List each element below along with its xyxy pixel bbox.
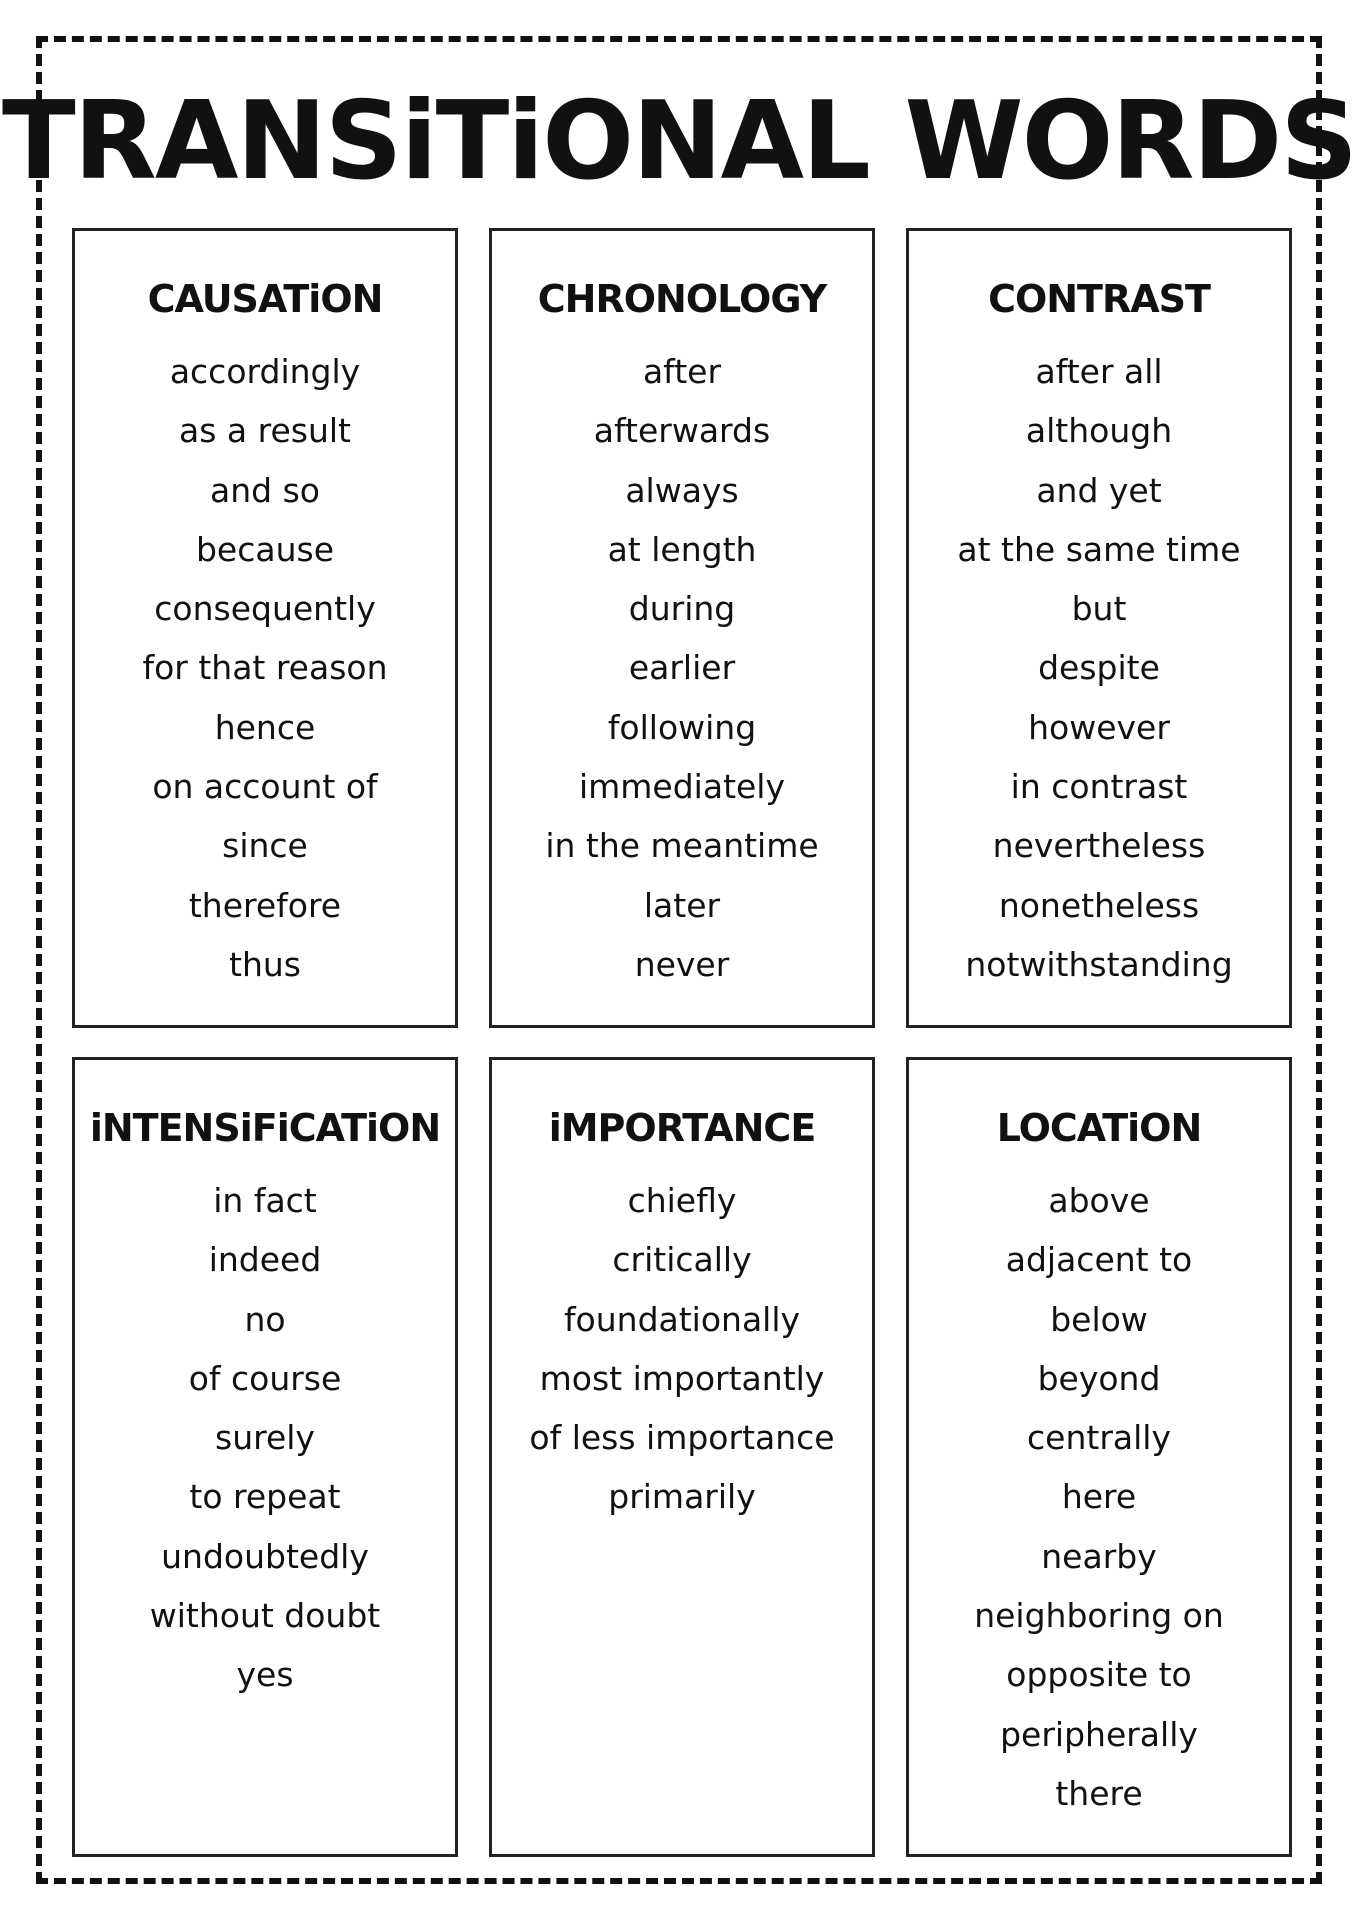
word-item: centrally bbox=[1027, 1418, 1171, 1458]
category-box-causation bbox=[72, 228, 458, 1028]
word-item: although bbox=[1025, 411, 1173, 451]
category-box-intensification bbox=[72, 1057, 458, 1857]
word-item: neighboring on bbox=[974, 1596, 1224, 1636]
word-item: on account of bbox=[152, 767, 378, 807]
word-item: no bbox=[244, 1299, 286, 1339]
word-list bbox=[909, 342, 1289, 994]
word-item: adjacent to bbox=[1005, 1240, 1193, 1280]
category-box-importance bbox=[489, 1057, 875, 1857]
word-item: and yet bbox=[1036, 470, 1162, 510]
word-list bbox=[492, 342, 872, 994]
category-heading: iNTENSiFiCATiON bbox=[89, 1106, 441, 1150]
word-item: after bbox=[642, 352, 722, 391]
word-item: after all bbox=[1035, 352, 1163, 391]
word-item: therefore bbox=[188, 885, 342, 925]
word-item: consequently bbox=[154, 589, 376, 629]
word-item: notwithstanding bbox=[965, 944, 1233, 984]
category-box-chronology bbox=[489, 228, 875, 1028]
word-item: chiefly bbox=[627, 1181, 737, 1220]
word-item: because bbox=[195, 529, 335, 569]
word-item: afterwards bbox=[593, 411, 771, 451]
word-item: always bbox=[625, 470, 739, 510]
word-item: earlier bbox=[628, 648, 736, 688]
word-item: but bbox=[1071, 589, 1127, 629]
word-item: opposite to bbox=[1006, 1655, 1192, 1695]
word-item: thus bbox=[229, 944, 301, 984]
word-item: in contrast bbox=[1010, 767, 1188, 807]
word-item: later bbox=[643, 885, 721, 925]
word-item: foundationally bbox=[563, 1299, 801, 1339]
word-item: for that reason bbox=[142, 648, 388, 688]
word-item: surely bbox=[215, 1418, 315, 1458]
word-item: peripherally bbox=[1000, 1714, 1198, 1754]
word-item: however bbox=[1028, 707, 1170, 747]
word-item: nevertheless bbox=[992, 826, 1206, 866]
word-item: never bbox=[634, 944, 730, 984]
word-item: critically bbox=[612, 1240, 752, 1280]
word-item: most importantly bbox=[539, 1358, 825, 1398]
word-item: at length bbox=[607, 529, 757, 569]
category-box-location bbox=[906, 1057, 1292, 1857]
word-item: of course bbox=[188, 1358, 342, 1398]
word-list bbox=[909, 1171, 1289, 1823]
word-item: here bbox=[1061, 1477, 1137, 1517]
word-item: to repeat bbox=[189, 1477, 341, 1517]
word-list bbox=[75, 1171, 455, 1705]
category-heading: LOCATiON bbox=[996, 1106, 1202, 1150]
word-item: in fact bbox=[213, 1181, 317, 1220]
word-list bbox=[75, 342, 455, 994]
word-item: since bbox=[222, 826, 308, 866]
word-item: indeed bbox=[208, 1240, 322, 1280]
word-item: hence bbox=[214, 707, 316, 747]
word-item: above bbox=[1048, 1181, 1150, 1220]
word-item: immediately bbox=[578, 767, 786, 807]
word-item: without doubt bbox=[149, 1596, 381, 1636]
word-item: nearby bbox=[1041, 1536, 1157, 1576]
word-item: accordingly bbox=[169, 352, 361, 391]
category-heading: CAUSATiON bbox=[147, 277, 383, 321]
word-item: of less importance bbox=[529, 1418, 835, 1458]
category-box-contrast bbox=[906, 228, 1292, 1028]
word-item: undoubtedly bbox=[161, 1536, 369, 1576]
word-item: during bbox=[628, 589, 736, 629]
word-item: beyond bbox=[1037, 1358, 1161, 1398]
word-item: in the meantime bbox=[545, 826, 819, 866]
word-item: as a result bbox=[179, 411, 351, 451]
word-item: there bbox=[1055, 1773, 1143, 1813]
category-heading: iMPORTANCE bbox=[548, 1106, 816, 1150]
category-heading: CONTRAST bbox=[988, 277, 1210, 321]
word-item: despite bbox=[1038, 648, 1160, 688]
page-title: TRANSiTiONAL WORDS bbox=[1, 79, 1357, 204]
word-item: below bbox=[1050, 1299, 1148, 1339]
word-list bbox=[492, 1171, 872, 1527]
word-item: at the same time bbox=[957, 529, 1241, 569]
word-item: primarily bbox=[608, 1477, 756, 1517]
word-item: following bbox=[607, 707, 757, 747]
word-item: and so bbox=[210, 470, 320, 510]
word-item: yes bbox=[236, 1655, 294, 1695]
category-heading: CHRONOLOGY bbox=[537, 277, 827, 321]
word-item: nonetheless bbox=[998, 885, 1200, 925]
